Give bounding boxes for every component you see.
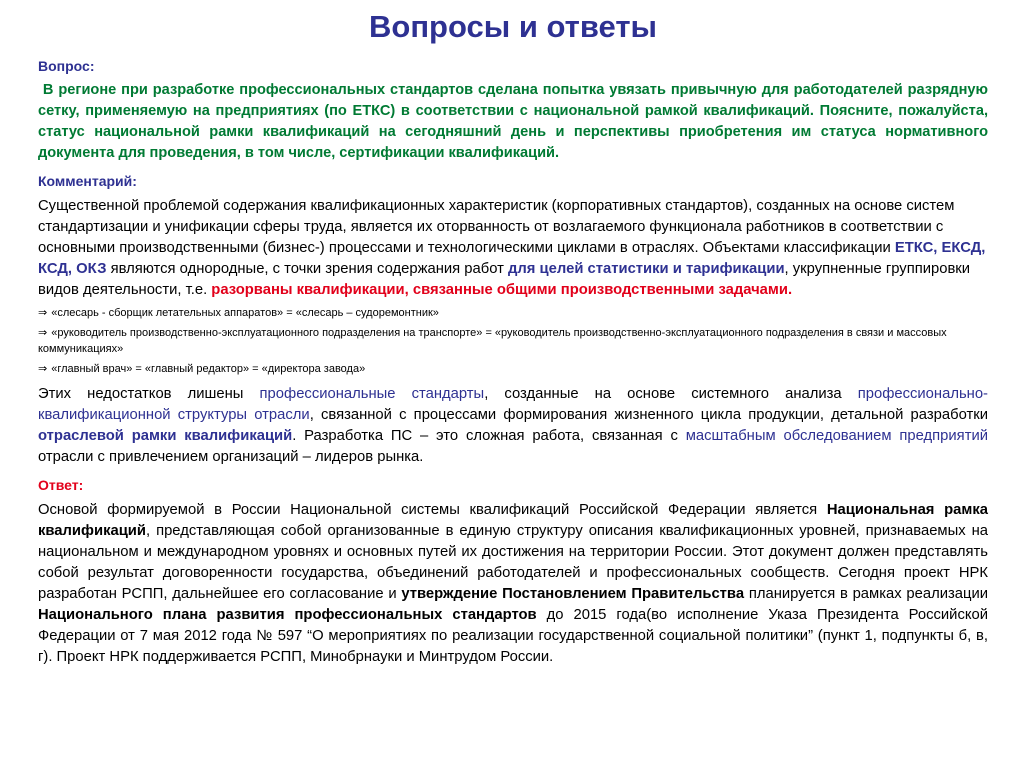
text-run: являются однородные, с точки зрения содержания работ xyxy=(106,261,509,277)
text-run: Существенной проблемой содержания квалификационных характеристик (корпоративных стандартов), созданных на основе систем стандартизации и унификации сферы труда, является их оторванность от возлагаемого функционала работников в соответствии с основными производственными (бизнес-) процессами и технологическими циклами в отраслях. Объектами классификации xyxy=(38,198,955,256)
text-run: , представляющая собой организованные в единую структуру описания квалификационных уровней, признаваемых на национальном и международном уровнях и основных путей их достижения на территории России. Этот документ должен представлять собой результат договоренности государства, объединений работодателей и профессиональных сообществ. Сегодня проект НРК разработан РСПП, дальнейшее его согласование и xyxy=(38,523,988,602)
bold-nrk: Национальная рамка квалификаций xyxy=(38,502,988,539)
example-text: «главный врач» = «главный редактор» = «директора завода» xyxy=(51,363,366,375)
comment-label: Комментарий: xyxy=(38,173,137,189)
arrow-icon: ⇒ xyxy=(38,306,48,319)
term-eksd: ЕКСД xyxy=(941,240,982,256)
text-run: . Разработка ПС – это сложная работа, связанная с xyxy=(292,428,686,444)
highlight-prof-standards: профессиональные стандарты xyxy=(259,386,485,402)
page-title: Вопросы и ответы xyxy=(369,9,657,44)
text-run: Этих недостатков лишены xyxy=(38,386,260,402)
text-run: , созданные на основе системного анализа xyxy=(484,386,858,402)
bold-approval: утверждение Постановлением Правительства xyxy=(401,586,745,602)
term-etks: ЕТКС xyxy=(894,240,934,256)
alert-text: разорваны квалификации, связанные общими производственными задачами. xyxy=(211,282,793,298)
arrow-icon: ⇒ xyxy=(38,326,48,339)
highlight-structure: профессионально-квалификационной структуры отрасли xyxy=(38,386,988,423)
text-run: , укрупненные группировки видов деятельности, т.е. xyxy=(38,261,971,298)
question-text xyxy=(38,80,988,164)
text-run: , xyxy=(67,261,77,277)
text-run: , xyxy=(933,240,942,256)
question-body: В регионе при разработке профессиональных стандартов сделана попытка увязать привычную для работодателей разрядную сетку, применяемую на предприятиях (по ЕТКС) в соответствии с национальной рамкой квалификаций. Поясните, пожалуйста, статус национальной рамки квалификаций на сегодняшний день и перспективы приобретения им статуса нормативного документа для проведения, в том числе, сертификации квалификаций. xyxy=(38,82,988,161)
example-text: «руководитель производственно-эксплуатационного подразделения на транспорте» = «руководитель производственно-эксплуатационного подразделения в связи и массовых коммуникациях» xyxy=(38,327,947,355)
example-1 xyxy=(38,305,988,321)
comment-paragraph-1 xyxy=(38,196,988,301)
example-2 xyxy=(38,325,988,357)
text-run: планируется в рамках реализации xyxy=(744,586,988,602)
text-run: Основой формируемой в России Национальной системы квалификаций Российской Федерации является xyxy=(38,502,827,518)
text-run: отрасли с привлечением организаций – лидеров рынка. xyxy=(38,449,424,465)
term-okz: ОКЗ xyxy=(76,261,107,277)
example-text: «слесарь - сборщик летательных аппаратов» = «слесарь – судоремонтник» xyxy=(51,307,439,319)
answer-label: Ответ: xyxy=(38,477,84,493)
text-run: до 2015 года(во исполнение Указа Президента Российской Федерации от 7 мая 2012 года № 597 “О мероприятиях по реализации государственной социальной политики” (пункт 1, подпункты б, в, г). Проект НРК поддерживается РСПП, Минобрнауки и Минтрудом России. xyxy=(38,607,988,665)
text-run: , xyxy=(981,240,986,256)
arrow-icon: ⇒ xyxy=(38,362,48,375)
highlight-statistics: для целей статистики и тарификации xyxy=(508,261,785,277)
question-label: Вопрос: xyxy=(38,58,95,74)
bold-national-plan: Национального плана развития профессиональных стандартов xyxy=(38,607,537,623)
text-run: , связанной с процессами формирования жизненного цикла продукции, детальной разработки xyxy=(309,407,988,423)
highlight-survey: масштабным обследованием предприятий xyxy=(685,428,989,444)
term-ksd: КСД xyxy=(38,261,68,277)
comment-paragraph-2 xyxy=(38,384,988,468)
highlight-framework: отраслевой рамки квалификаций xyxy=(38,428,293,444)
example-3 xyxy=(38,361,988,377)
answer-text xyxy=(38,500,988,668)
